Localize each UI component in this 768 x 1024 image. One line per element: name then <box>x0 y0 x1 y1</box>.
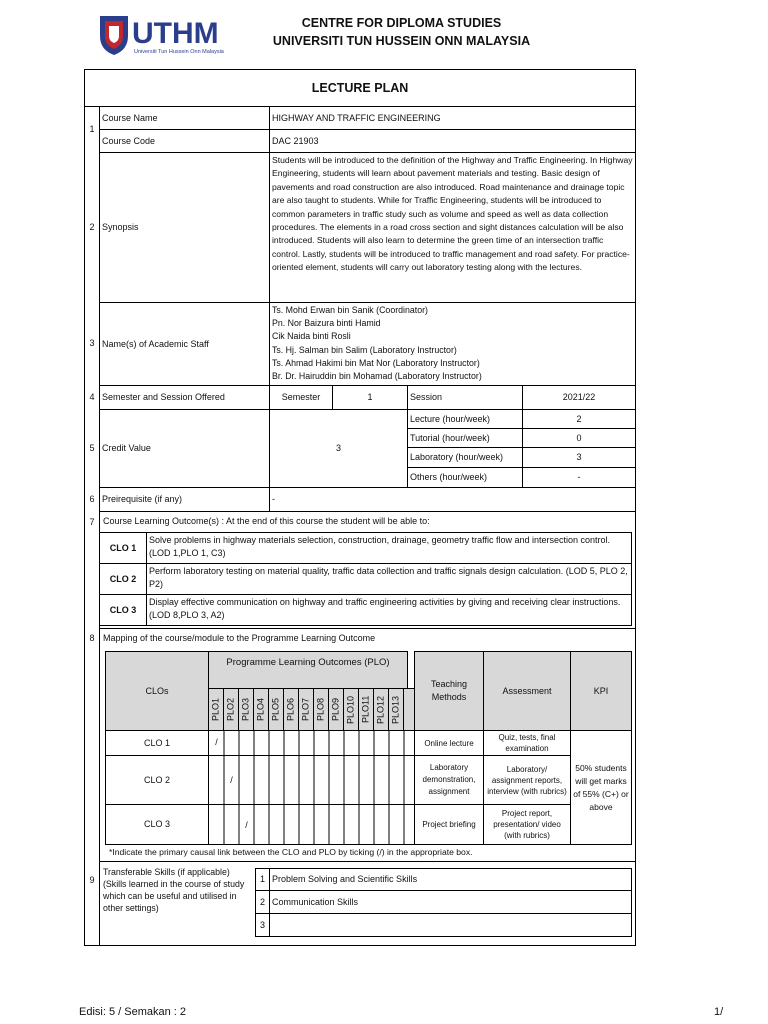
plo-column-header: PLO6 <box>283 688 299 731</box>
row-number-1: 1 <box>89 124 95 134</box>
assessment: Project report, presentation/ video (with rubrics) <box>483 804 571 845</box>
row-number-7: 7 <box>89 517 95 527</box>
row-number-2: 2 <box>89 222 95 232</box>
row-number-8: 8 <box>89 633 95 643</box>
skill-text <box>269 913 632 937</box>
prereq-label: Preirequisite (if any) <box>99 487 270 512</box>
skill-text: Problem Solving and Scientific Skills <box>269 868 632 891</box>
staff-member: Pn. Nor Baizura binti Hamid <box>272 318 381 329</box>
map-clo: CLO 1 <box>105 730 209 756</box>
row-number-3: 3 <box>89 338 95 348</box>
clo-code: CLO 1 <box>99 532 147 564</box>
plo-column-header: PLO3 <box>238 688 254 731</box>
clos-header: CLOs <box>105 651 209 731</box>
skills-label: Transferable Skills (if applicable) (Skills learned in the course of study which can be useful and utilised in other settings) <box>103 867 245 913</box>
teaching-method: Online lecture <box>414 730 484 756</box>
mapping-note: *Indicate the primary causal link between the CLO and PLO by ticking (/) in the appropriate box. <box>109 847 473 857</box>
tick-mark: / <box>230 775 233 785</box>
kpi-value: 50% students will get marks of 55% (C+) or above <box>570 730 632 845</box>
teaching-header: Teaching Methods <box>414 651 484 731</box>
assessment: Laboratory/ assignment reports, interview (with rubrics) <box>483 755 571 805</box>
staff-list <box>269 302 636 386</box>
lab-value: 3 <box>522 447 636 468</box>
skill-number: 2 <box>255 890 270 914</box>
others-label: Others (hour/week) <box>407 467 523 488</box>
map-clo: CLO 2 <box>105 755 209 805</box>
staff-member: Br. Dr. Hairuddin bin Mohamad (Laboratory Instructor) <box>272 371 482 382</box>
course-name-label: Course Name <box>99 106 270 130</box>
skill-text: Communication Skills <box>269 890 632 914</box>
kpi-header: KPI <box>570 651 632 731</box>
lab-label: Laboratory (hour/week) <box>407 447 523 468</box>
clo-code: CLO 2 <box>99 563 147 595</box>
lecture-plan-table <box>84 69 636 946</box>
staff-member: Cik Naida binti Rosli <box>272 331 351 342</box>
lecture-label: Lecture (hour/week) <box>407 409 523 429</box>
mapping-label: Mapping of the course/module to the Programme Learning Outcome <box>103 633 376 643</box>
session-value: 2021/22 <box>522 385 636 410</box>
staff-member: Ts. Mohd Erwan bin Sanik (Coordinator) <box>272 305 428 315</box>
footer-page: 1/ <box>714 1006 724 1018</box>
plo-column-header: PLO13 <box>388 688 404 731</box>
clo-text: Solve problems in highway materials selection, construction, drainage, geometry traffic flow and intersection control. (LOD 1,PLO 1, C3) <box>146 532 632 564</box>
teaching-method: Laboratory demonstration, assignment <box>414 755 484 805</box>
staff-member: Ts. Ahmad Hakimi bin Mat Nor (Laboratory Instructor) <box>272 357 480 368</box>
clo-intro: Course Learning Outcome(s) : At the end of this course the student will be able to: <box>103 516 430 526</box>
clo-text: Display effective communication on highway and traffic engineering activities by giving and receiving clear instructions. (LOD 8,PLO 3, A2) <box>146 594 632 626</box>
session-word: Session <box>407 385 523 410</box>
plo-mapping-table <box>105 651 632 857</box>
footer-edition: Edisi: 5 / Semakan : 2 <box>79 1006 186 1018</box>
synopsis-text: Students will be introduced to the definition of the Highway and Traffic Engineering. In Highway Engineering, students will learn about pavement materials and testing. Basic design of pavements and road construction are also introduced. Road maintenance and drainage topic are also taught to students. While for Traffic Engineering, students will be introduced to common parameters in traffic study such as volume and speed as well as data collection procedures. The elements in a road cross section and sight distances calculation will be also introduced. Students will also learn to determine the green time of an intersection traffic control. Lastly, students will be introduced to traffic management and road safety. For practice-oriented element, students will carry out laboratory testing along with the lectures. <box>269 152 636 303</box>
assessment-header: Assessment <box>483 651 571 731</box>
tutorial-value: 0 <box>522 428 636 448</box>
plo-header: Programme Learning Outcomes (PLO) <box>208 651 408 689</box>
tick-mark: / <box>245 820 248 830</box>
plo-column-header: PLO5 <box>268 688 284 731</box>
teaching-method: Project briefing <box>414 804 484 845</box>
header-line2: UNIVERSITI TUN HUSSEIN ONN MALAYSIA <box>272 34 531 48</box>
header-line1: CENTRE FOR DIPLOMA STUDIES <box>301 16 502 30</box>
logo-subtext: Universiti Tun Hussein Onn Malaysia <box>134 49 224 55</box>
plo-column-header: PLO12 <box>373 688 389 731</box>
plo-column-header: PLO8 <box>313 688 329 731</box>
row-number-5: 5 <box>89 443 95 453</box>
course-name-value: HIGHWAY AND TRAFFIC ENGINEERING <box>269 106 636 130</box>
plo-column-header: PLO10 <box>343 688 359 731</box>
clo-text: Perform laboratory testing on material quality, traffic data collection and traffic signals design calculation. (LOD 5, PLO 2, P2) <box>146 563 632 595</box>
course-code-value: DAC 21903 <box>269 129 636 153</box>
plo-column-header: PLO11 <box>358 688 374 731</box>
clo-code: CLO 3 <box>99 594 147 626</box>
credit-value: 3 <box>269 409 408 488</box>
prereq-value: - <box>269 487 636 512</box>
map-clo: CLO 3 <box>105 804 209 845</box>
skill-number: 1 <box>255 868 270 891</box>
tick-mark: / <box>215 737 218 747</box>
plo-column-header: PLO1 <box>208 688 224 731</box>
skill-number: 3 <box>255 913 270 937</box>
row-number-4: 4 <box>89 392 95 402</box>
plo-column-header: PLO2 <box>223 688 239 731</box>
plo-column-header: PLO4 <box>253 688 269 731</box>
others-value: - <box>522 467 636 488</box>
row-number-9: 9 <box>89 875 95 885</box>
tutorial-label: Tutorial (hour/week) <box>407 428 523 448</box>
plo-column-header: PLO9 <box>328 688 344 731</box>
plo-column-header: PLO7 <box>298 688 314 731</box>
semester-value: 1 <box>332 385 408 410</box>
lecture-plan-title: LECTURE PLAN <box>85 70 635 107</box>
course-code-label: Course Code <box>99 129 270 153</box>
assessment: Quiz, tests, final examination <box>483 730 571 756</box>
semester-label: Semester and Session Offered <box>99 385 270 410</box>
synopsis-label: Synopsis <box>99 152 270 303</box>
row-number-6: 6 <box>89 494 95 504</box>
lecture-value: 2 <box>522 409 636 429</box>
semester-word: Semester <box>269 385 333 410</box>
credit-label: Credit Value <box>99 409 270 488</box>
staff-member: Ts. Hj. Salman bin Salim (Laboratory Instructor) <box>272 344 457 355</box>
logo-text: UTHM <box>132 17 219 50</box>
plo-grid <box>208 730 415 845</box>
staff-label: Name(s) of Academic Staff <box>99 302 270 386</box>
